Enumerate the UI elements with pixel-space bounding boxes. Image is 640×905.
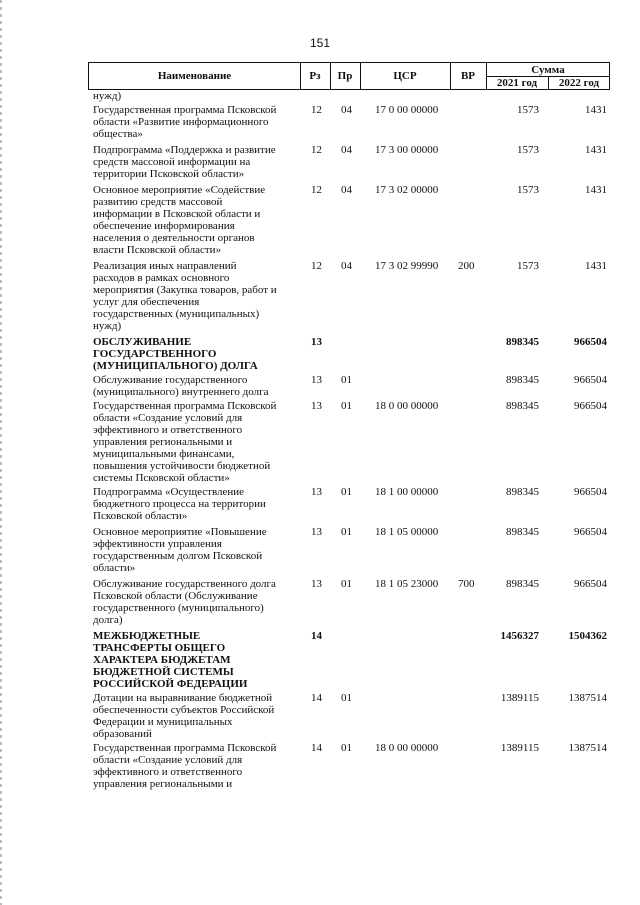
row-name-line: Государственная программа Псковской (93, 400, 277, 412)
cell-y2022: 966504 (574, 526, 607, 538)
row-name-line: области «Создание условий для (93, 412, 243, 424)
row-name-line: территории Псковской области» (93, 168, 245, 180)
cell-y2021: 1389115 (500, 742, 539, 754)
cell-y2022: 1431 (585, 144, 607, 156)
cell-vr: 200 (458, 260, 475, 272)
cell-csr: 18 0 00 00000 (375, 742, 439, 754)
table-row (0, 144, 640, 180)
row-name-line: власти Псковской области» (93, 244, 222, 256)
cell-rz: 14 (311, 692, 322, 704)
row-name-line: развитию средств массовой (93, 196, 223, 208)
row-name-line: Основное мероприятие «Содействие (93, 184, 266, 196)
cell-pr: 04 (341, 144, 352, 156)
header-rz: Рз (309, 70, 321, 82)
row-name (93, 742, 299, 790)
row-name-line: эффективного и ответственного (93, 766, 243, 778)
cell-vr: 700 (458, 578, 475, 590)
row-name-line: эффективности управления (93, 538, 222, 550)
row-name-line: эффективного и ответственного (93, 424, 243, 436)
table-row (0, 260, 640, 332)
cell-rz: 13 (311, 374, 322, 386)
row-name-line: государственного (муниципального) (93, 602, 264, 614)
cell-y2021: 1573 (517, 260, 539, 272)
cell-rz: 12 (311, 260, 322, 272)
cell-y2022: 966504 (574, 486, 607, 498)
row-name-line: муниципальными финансами, (93, 448, 235, 460)
cell-csr: 18 1 00 00000 (375, 486, 439, 498)
cell-y2022: 1387514 (568, 742, 607, 754)
table-row (0, 742, 640, 790)
row-name (93, 578, 299, 626)
table-header (88, 62, 610, 90)
row-name-line: области» (93, 562, 136, 574)
header-sum: Сумма (531, 63, 565, 76)
row-name-line: РОССИЙСКОЙ ФЕДЕРАЦИИ (93, 678, 248, 690)
cell-y2021: 1456327 (500, 630, 539, 642)
table-row (0, 486, 640, 522)
row-name-line: БЮДЖЕТНОЙ СИСТЕМЫ (93, 666, 234, 678)
cell-y2022: 1387514 (568, 692, 607, 704)
cell-y2021: 898345 (506, 374, 539, 386)
cell-y2021: 898345 (506, 400, 539, 412)
row-name-line: Обслуживание государственного (93, 374, 248, 386)
table-body (0, 90, 640, 794)
cell-y2021: 898345 (506, 486, 539, 498)
cell-y2022: 966504 (574, 578, 607, 590)
row-name-line: населения о деятельности органов (93, 232, 255, 244)
row-name-line: повышения устойчивости бюджетной (93, 460, 271, 472)
row-name-line: Государственная программа Псковской (93, 742, 277, 754)
cell-rz: 13 (311, 526, 322, 538)
header-vr: ВР (460, 70, 476, 82)
row-name-line: нужд) (93, 90, 122, 102)
header-pr: Пр (337, 70, 353, 82)
row-name-line: (муниципального) внутреннего долга (93, 386, 269, 398)
cell-csr: 17 3 02 00000 (375, 184, 439, 196)
row-name-line: средств массовой информации на (93, 156, 251, 168)
cell-rz: 13 (311, 400, 322, 412)
cell-y2021: 1573 (517, 144, 539, 156)
cell-pr: 01 (341, 742, 352, 754)
row-name-line: Основное мероприятие «Повышение (93, 526, 267, 538)
row-name-line: информации в Псковской области и (93, 208, 261, 220)
row-name-line: бюджетного процесса на территории (93, 498, 266, 510)
cell-pr: 01 (341, 692, 352, 704)
row-name-line: Подпрограмма «Осуществление (93, 486, 245, 498)
row-name-line: МЕЖБЮДЖЕТНЫЕ (93, 630, 201, 642)
cell-y2021: 898345 (506, 336, 539, 348)
row-name (93, 526, 299, 574)
row-name-line: общества» (93, 128, 143, 140)
header-name: Наименование (157, 70, 232, 82)
row-name (93, 374, 299, 398)
row-name-line: Обслуживание государственного долга (93, 578, 276, 590)
row-name-line: управления региональными и (93, 436, 233, 448)
cell-csr: 18 1 05 23000 (375, 578, 439, 590)
cell-rz: 12 (311, 184, 322, 196)
row-name-line: ГОСУДАРСТВЕННОГО (93, 348, 217, 360)
row-name-line: Подпрограмма «Поддержка и развитие (93, 144, 276, 156)
row-name (93, 336, 299, 372)
header-csr: ЦСР (393, 70, 417, 82)
cell-y2021: 898345 (506, 578, 539, 590)
row-name-line: ТРАНСФЕРТЫ ОБЩЕГО (93, 642, 226, 654)
row-name-line: ОБСЛУЖИВАНИЕ (93, 336, 192, 348)
row-name-line: государственным долгом Псковской (93, 550, 263, 562)
cell-y2022: 966504 (574, 374, 607, 386)
table-row (0, 184, 640, 256)
row-name (93, 260, 299, 332)
cell-y2022: 1504362 (568, 630, 607, 642)
header-2021: 2021 год (496, 76, 538, 89)
table-row (0, 630, 640, 690)
table-row (0, 90, 640, 102)
cell-pr: 01 (341, 526, 352, 538)
cell-y2022: 966504 (574, 400, 607, 412)
row-name-line: области «Развитие информационного (93, 116, 269, 128)
row-name-line: Государственная программа Псковской (93, 104, 277, 116)
row-name-line: ХАРАКТЕРА БЮДЖЕТАМ (93, 654, 231, 666)
row-name-line: Реализация иных направлений (93, 260, 237, 272)
row-name-line: долга) (93, 614, 123, 626)
table-row (0, 692, 640, 740)
row-name-line: образований (93, 728, 152, 740)
cell-csr: 17 0 00 00000 (375, 104, 439, 116)
cell-pr: 01 (341, 578, 352, 590)
cell-rz: 13 (311, 336, 322, 348)
table-row (0, 374, 640, 398)
cell-pr: 04 (341, 104, 352, 116)
cell-rz: 13 (311, 486, 322, 498)
cell-pr: 04 (341, 260, 352, 272)
cell-rz: 14 (311, 630, 322, 642)
table-row (0, 400, 640, 484)
row-name-line: (МУНИЦИПАЛЬНОГО) ДОЛГА (93, 360, 258, 372)
cell-y2022: 966504 (574, 336, 607, 348)
row-name-line: нужд) (93, 320, 122, 332)
cell-y2022: 1431 (585, 184, 607, 196)
cell-csr: 17 3 02 99990 (375, 260, 439, 272)
row-name (93, 184, 299, 256)
row-name-line: Дотации на выравнивание бюджетной (93, 692, 273, 704)
row-name-line: расходов в рамках основного (93, 272, 230, 284)
row-name-line: Псковской области (Обслуживание (93, 590, 258, 602)
cell-y2021: 898345 (506, 526, 539, 538)
row-name (93, 104, 299, 140)
cell-rz: 12 (311, 104, 322, 116)
row-name-line: обеспеченности субъектов Российской (93, 704, 275, 716)
cell-pr: 01 (341, 400, 352, 412)
cell-pr: 04 (341, 184, 352, 196)
row-name-line: услуг для обеспечения (93, 296, 200, 308)
cell-rz: 12 (311, 144, 322, 156)
row-name (93, 486, 299, 522)
cell-pr: 01 (341, 486, 352, 498)
cell-y2022: 1431 (585, 260, 607, 272)
row-name-line: системы Псковской области» (93, 472, 230, 484)
table-row (0, 578, 640, 626)
row-name (93, 400, 299, 484)
row-name (93, 630, 299, 690)
row-name-line: области «Создание условий для (93, 754, 243, 766)
row-name (93, 692, 299, 740)
cell-rz: 14 (311, 742, 322, 754)
cell-y2021: 1573 (517, 184, 539, 196)
row-name-line: Псковской области» (93, 510, 188, 522)
cell-rz: 13 (311, 578, 322, 590)
row-name-line: управления региональными и (93, 778, 233, 790)
table-row (0, 526, 640, 574)
row-name (93, 90, 299, 102)
row-name-line: государственных (муниципальных) (93, 308, 260, 320)
cell-csr: 17 3 00 00000 (375, 144, 439, 156)
cell-pr: 01 (341, 374, 352, 386)
cell-y2022: 1431 (585, 104, 607, 116)
row-name-line: обеспечение информирования (93, 220, 235, 232)
page-number: 151 (309, 36, 331, 50)
row-name-line: мероприятия (Закупка товаров, работ и (93, 284, 277, 296)
table-row (0, 104, 640, 140)
cell-csr: 18 1 05 00000 (375, 526, 439, 538)
cell-csr: 18 0 00 00000 (375, 400, 439, 412)
header-2022: 2022 год (558, 76, 600, 89)
table-row (0, 336, 640, 372)
cell-y2021: 1389115 (500, 692, 539, 704)
row-name-line: Федерации и муниципальных (93, 716, 233, 728)
row-name (93, 144, 299, 180)
cell-y2021: 1573 (517, 104, 539, 116)
